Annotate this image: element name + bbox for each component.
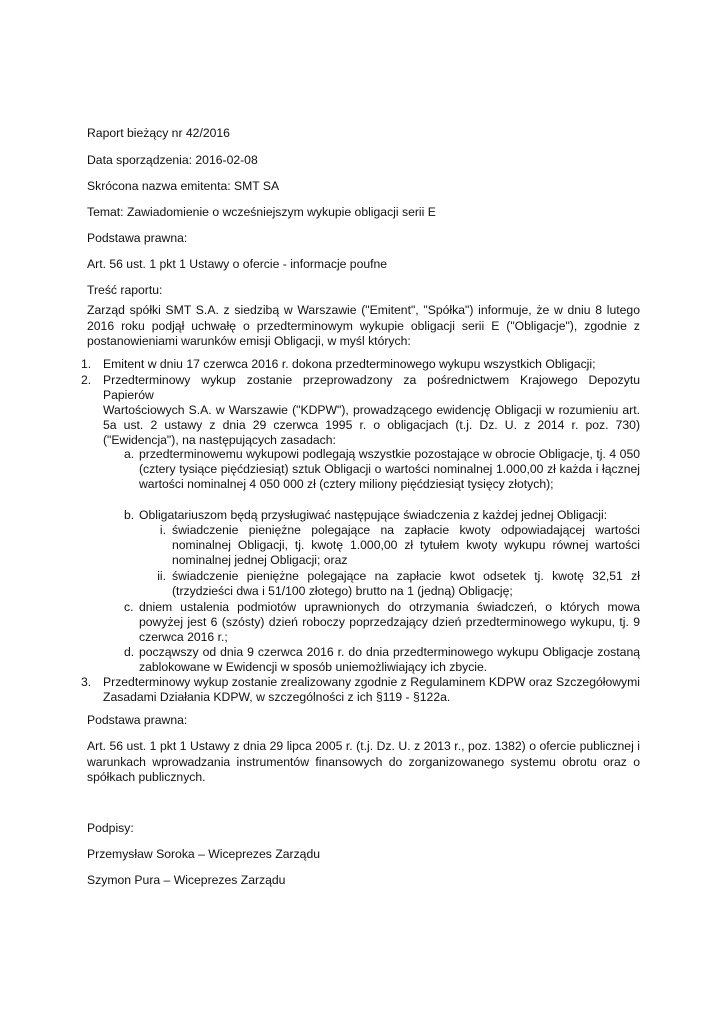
item-b-ii: świadczenie pieniężne polegające na zapłacie kwot odsetek tj. kwotę 32,51 zł (trzydzieści dwa i 51/100 złotego) brutto na 1 (jedną) Obligację; [172, 569, 640, 598]
content-label: Treść raportu: [87, 283, 163, 297]
footer-legal-basis: Art. 56 ust. 1 pkt 1 Ustawy z dnia 29 lipca 2005 r. (t.j. Dz. U. z 2013 r., poz. 1382) o ofercie publicznej i warunkach wprowadzania instrumentów finansowych do zorganizowanego systemu obrotu oraz o spółkach publicznych. [87, 739, 640, 784]
item-3: Przedterminowy wykup zostanie zrealizowany zgodnie z Regulaminem KDPW oraz Szczegółowymi Zasadami Działania KDPW, w szczególności z ich §119 - §122a. [103, 675, 640, 704]
item-2-line-2: Papierów [103, 388, 154, 402]
item-2-number: 2. [81, 373, 92, 387]
legal-basis-label: Podstawa prawna: [87, 231, 188, 245]
intro-paragraph: Zarząd spółki SMT S.A. z siedzibą w Warszawie ("Emitent", "Spółka") informuje, że w dniu 8 lutego 2016 roku podjął uchwałę o przedterminowym wykupie obligacji serii E ("Obligacje"), zgodnie z postanowieniami warunków emisji Obligacji, w myśl których: [87, 303, 640, 348]
item-b: Obligatariuszom będą przysługiwać następujące świadczenia z każdej jednej Obligacji: [139, 508, 608, 522]
issuer-name: Skrócona nazwa emitenta: SMT SA [87, 179, 280, 193]
item-2-line-1: Przedterminowy wykup zostanie przeprowadzony za pośrednictwem Krajowego Depozytu [103, 373, 640, 387]
item-b-i: świadczenie pieniężne polegające na zapłacie kwoty odpowiadającej wartości nominalnej Obligacji, tj. kwotę 1.000,00 zł tytułem kwoty wykupu równej wartości nominalnej jednej Obligacji; oraz [172, 523, 640, 567]
report-number: Raport bieżący nr 42/2016 [87, 126, 230, 140]
item-b-letter: b. [124, 508, 135, 522]
item-2-body: Wartościowych S.A. w Warszawie ("KDPW"), prowadzącego ewidencję Obligacji w rozumieniu art. 5a ust. 2 ustawy z dnia 29 czerwca 1995 r. o obligacjach (t.j. Dz. U. z 2014 r. poz. 730) ("Ewidencja"), na następujących zasadach: [103, 403, 640, 447]
item-1-number: 1. [81, 357, 92, 371]
item-b-i-numeral: i. [159, 523, 166, 537]
signer-1: Przemysław Soroka – Wiceprezes Zarządu [87, 847, 320, 861]
signer-2: Szymon Pura – Wiceprezes Zarządu [87, 873, 286, 887]
item-a-letter: a. [124, 447, 135, 461]
item-c-letter: c. [124, 600, 134, 614]
report-date: Data sporządzenia: 2016-02-08 [87, 153, 258, 167]
item-1: Emitent w dniu 17 czerwca 2016 r. dokona przedterminowego wykupu wszystkich Obligacji; [103, 357, 596, 371]
item-b-ii-numeral: ii. [157, 569, 166, 583]
item-3-number: 3. [81, 675, 92, 689]
signatures-label: Podpisy: [87, 821, 134, 835]
legal-basis: Art. 56 ust. 1 pkt 1 Ustawy o ofercie - informacje poufne [87, 257, 388, 271]
item-c: dniem ustalenia podmiotów uprawnionych do otrzymania świadczeń, o których mowa powyżej jest 6 (szósty) dzień roboczy poprzedzający dzień przedterminowego wykupu, tj. 9 czerwca 2016 r.; [139, 600, 640, 644]
footer-legal-basis-label: Podstawa prawna: [87, 713, 188, 727]
report-subject: Temat: Zawiadomienie o wcześniejszym wykupie obligacji serii E [87, 205, 436, 219]
item-d: począwszy od dnia 9 czerwca 2016 r. do dnia przedterminowego wykupu Obligacje zostaną zablokowane w Ewidencji w sposób uniemożliwiający ich zbycie. [139, 645, 640, 674]
item-d-letter: d. [124, 645, 135, 659]
item-a: przedterminowemu wykupowi podlegają wszystkie pozostające w obrocie Obligacje, tj. 4 050 (cztery tysiące pięćdziesiąt) sztuk Obligacji o wartości nominalnej 1.000,00 zł każda i łącznej wartości nominalnej 4 050 000 zł (cztery miliony pięćdziesiąt tysięcy złotych); [139, 447, 640, 491]
